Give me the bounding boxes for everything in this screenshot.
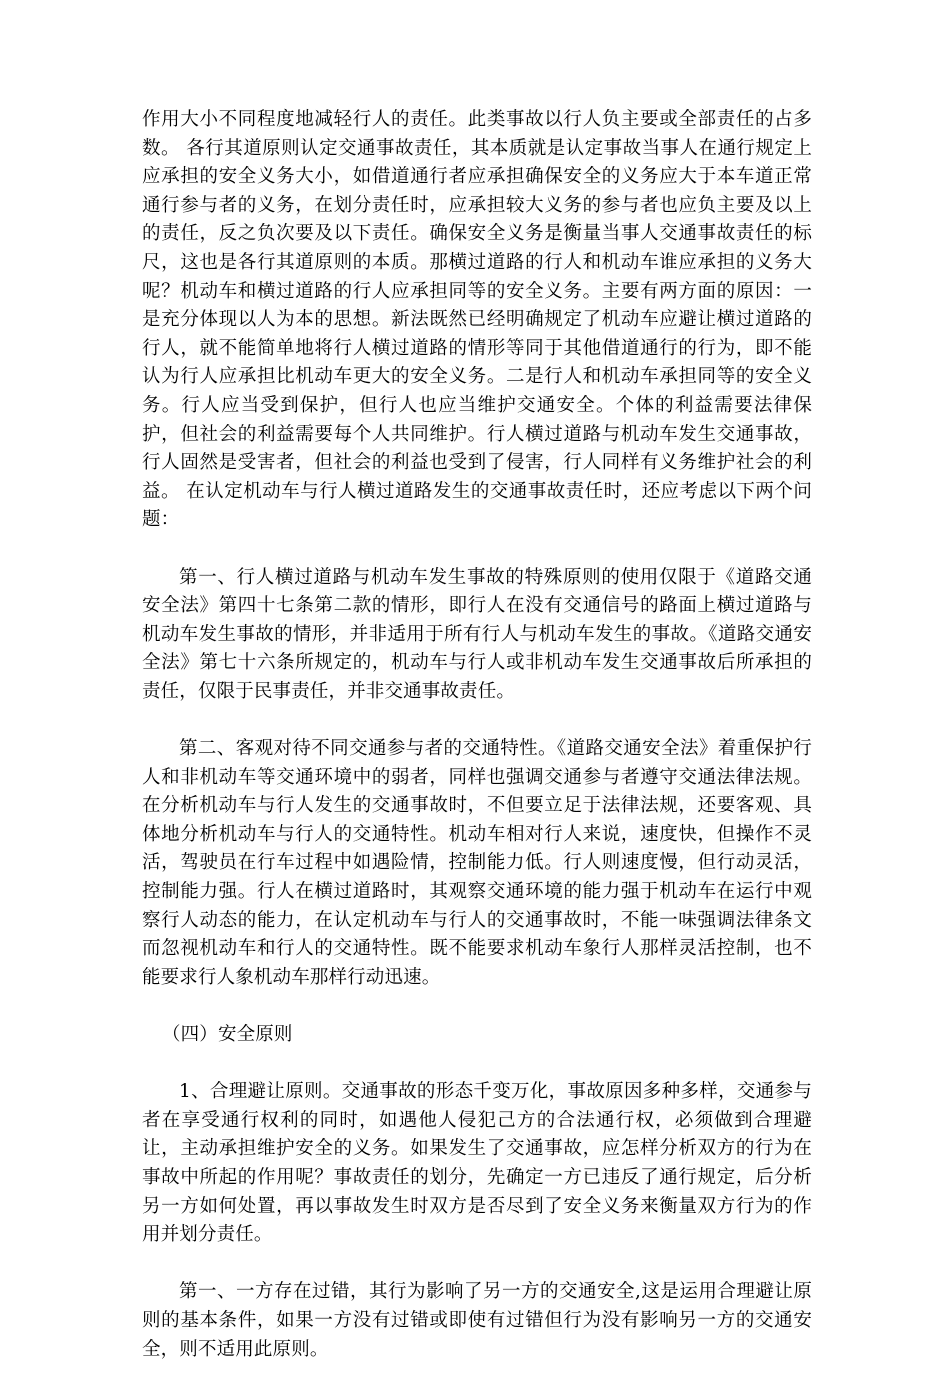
document-page <box>142 106 812 1393</box>
paragraph-reasonable-avoidance: 1、合理避让原则。交通事故的形态千变万化，事故原因多种多样，交通参与者在享受通行权利的同时，如遇他人侵犯己方的合法通行权，必须做到合理避让，主动承担维护安全的义务。如果发生了交通事故，应怎样分析双方的行为在事故中所起的作用呢？事故责任的划分，先确定一方已违反了通行规定，后分析另一方如何处置，再以事故发生时双方是否尽到了安全义务来衡量双方行为的作用并划分责任。 <box>142 1081 812 1246</box>
paragraph-point-two: 第二、客观对待不同交通参与者的交通特性。《道路交通安全法》着重保护行人和非机动车等交通环境中的弱者，同样也强调交通参与者遵守交通法律法规。在分析机动车与行人发生的交通事故时，不但要立足于法律法规，还要客观、具体地分析机动车与行人的交通特性。机动车相对行人来说，速度快，但操作不灵活，驾驶员在行车过程中如遇险情，控制能力低。行人则速度慢，但行动灵活，控制能力强。行人在横过道路时，其观察交通环境的能力强于机动车在运行中观察行人动态的能力，在认定机动车与行人的交通事故时，不能一味强调法律条文而忽视机动车和行人的交通特性。既不能要求机动车象行人那样灵活控制，也不能要求行人象机动车那样行动迅速。 <box>142 738 812 988</box>
paragraph-point-one: 第一、行人横过道路与机动车发生事故的特殊原则的使用仅限于《道路交通安全法》第四十七条第二款的情形，即行人在没有交通信号的路面上横过道路与机动车发生事故的情形，并非适用于所有行人与机动车发生的事故。《道路交通安全法》第七十六条所规定的，机动车与行人或非机动车发生交通事故后所承担的责任，仅限于民事责任，并非交通事故责任。 <box>142 566 812 702</box>
paragraph-fault-condition: 第一、一方存在过错，其行为影响了另一方的交通安全,这是运用合理避让原则的基本条件，如果一方没有过错或即使有过错但行为没有影响另一方的交通安全，则不适用此原则。 <box>142 1281 812 1360</box>
paragraph-responsibility-principle: 作用大小不同程度地减轻行人的责任。此类事故以行人负主要或全部责任的占多数。 各行其道原则认定交通事故责任，其本质就是认定事故当事人在通行规定上应承担的安全义务大小，如借道通行者应承担确保安全的义务应大于本车道正常通行参与者的义务，在划分责任时，应承担较大义务的参与者也应负主要及以上的责任，反之负次要及以下责任。确保安全义务是衡量当事人交通事故责任的标尺，这也是各行其道原则的本质。那横过道路的行人和机动车谁应承担的义务大呢？机动车和横过道路的行人应承担同等的安全义务。主要有两方面的原因：一是充分体现以人为本的思想。新法既然已经明确规定了机动车应避让横过道路的行人，就不能简单地将行人横过道路的情形等同于其他借道通行的行为，即不能认为行人应承担比机动车更大的安全义务。二是行人和机动车承担同等的安全义务。行人应当受到保护，但行人也应当维护交通安全。个体的利益需要法律保护，但社会的利益需要每个人共同维护。行人横过道路与机动车发生交通事故，行人固然是受害者，但社会的利益也受到了侵害，行人同样有义务维护社会的利益。 在认定机动车与行人横过道路发生的交通事故责任时，还应考虑以下两个问题： <box>142 109 812 531</box>
section-heading-safety-principle: （四）安全原则 <box>162 1024 293 1045</box>
